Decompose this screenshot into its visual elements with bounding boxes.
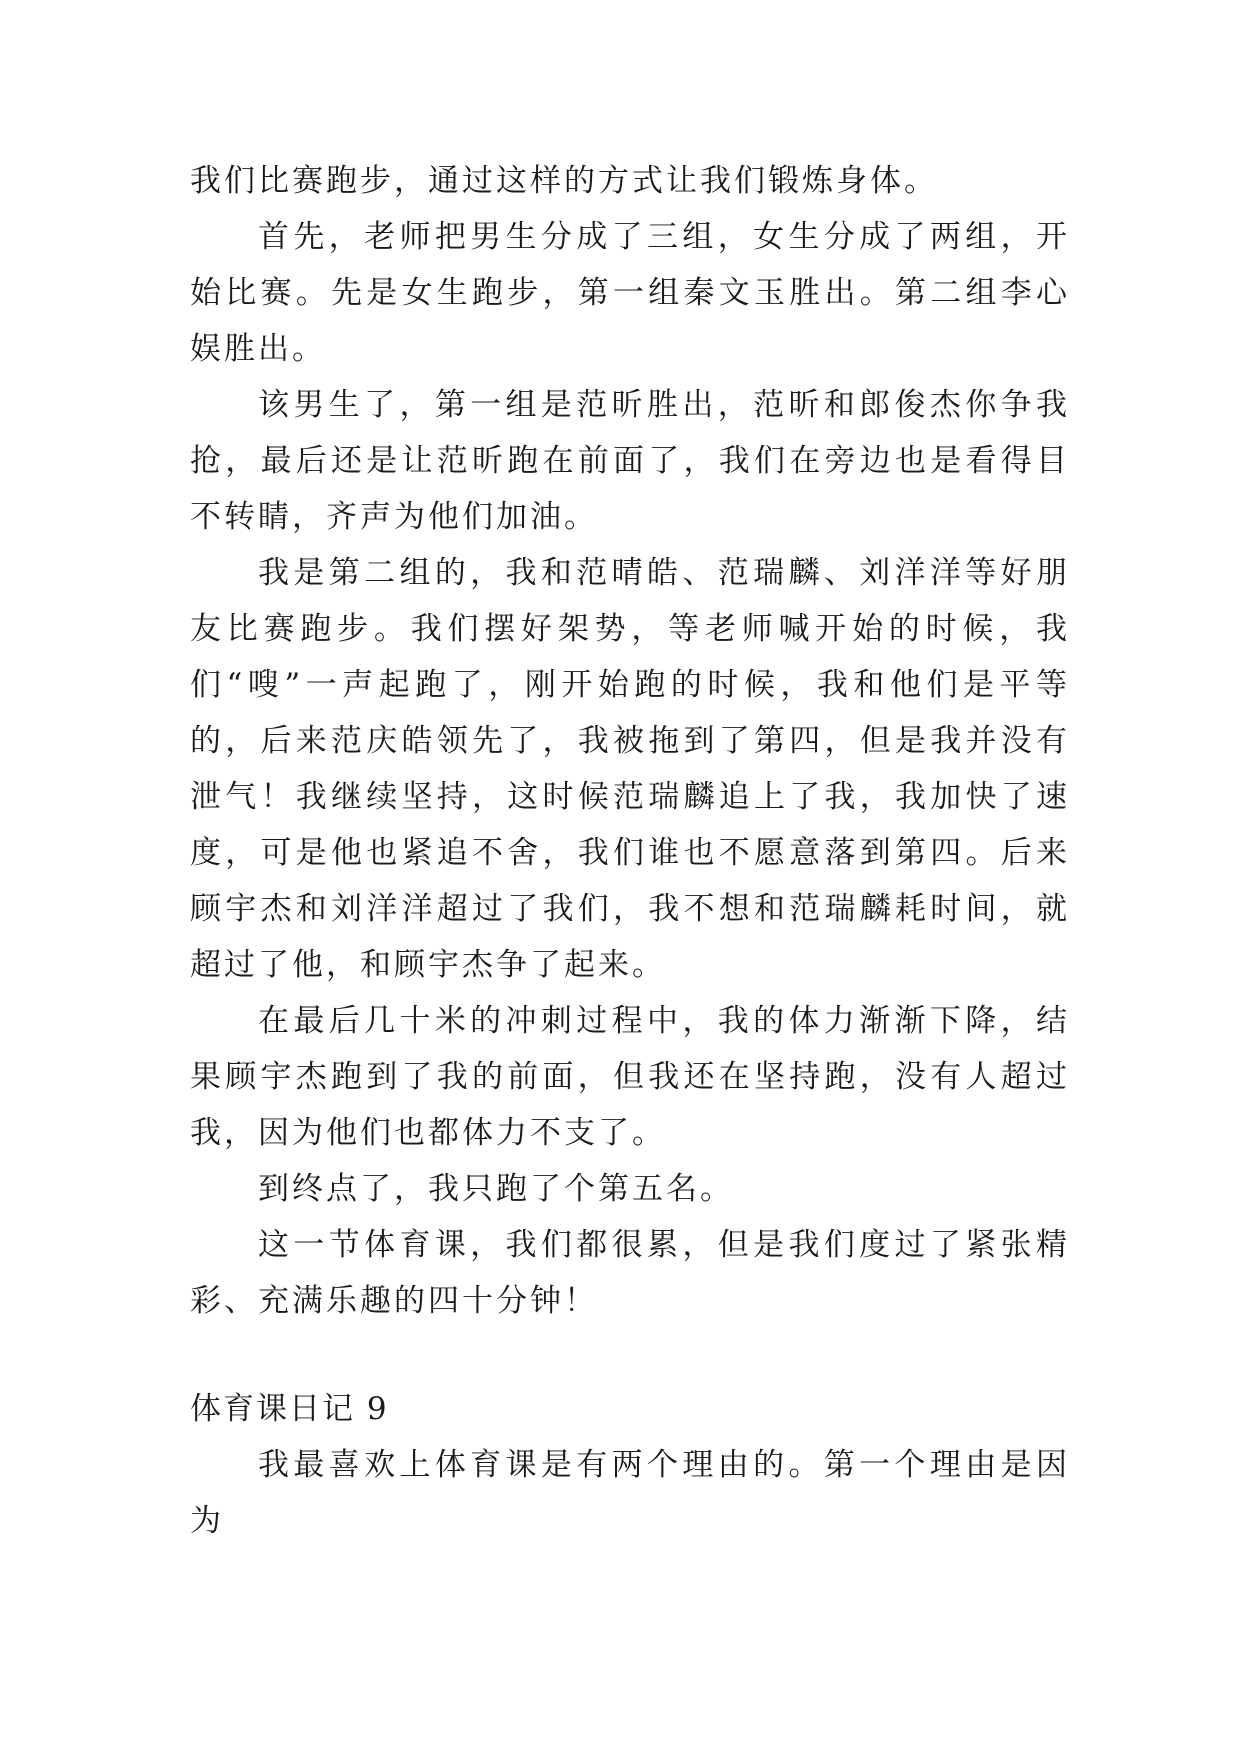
- paragraph: 这一节体育课，我们都很累，但是我们度过了紧张精彩、充满乐趣的四十分钟！: [190, 1227, 1070, 1319]
- document-body: [190, 153, 1070, 1549]
- paragraph: 到终点了，我只跑了个第五名。: [258, 1171, 734, 1207]
- paragraph: 我最喜欢上体育课是有两个理由的。第一个理由是因为: [190, 1447, 1070, 1539]
- paragraph: 在最后几十米的冲刺过程中，我的体力渐渐下降，结果顾宇杰跑到了我的前面，但我还在坚持跑，没有人超过我，因为他们也都体力不支了。: [190, 1003, 1070, 1151]
- paragraph: 我是第二组的，我和范晴皓、范瑞麟、刘洋洋等好朋友比赛跑步。我们摆好架势，等老师喊开始的时候，我们“嗖”一声起跑了，刚开始跑的时候，我和他们是平等的，后来范庆皓领先了，我被拖到了第四，但是我并没有泄气！我继续坚持，这时候范瑞麟追上了我，我加快了速度，可是他也紧追不舍，我们谁也不愿意落到第四。后来顾宇杰和刘洋洋超过了我们，我不想和范瑞麟耗时间，就超过了他，和顾宇杰争了起来。: [190, 555, 1070, 983]
- section-title: 体育课日记 9: [190, 1391, 389, 1427]
- paragraph: 该男生了，第一组是范昕胜出，范昕和郎俊杰你争我抢，最后还是让范昕跑在前面了，我们在旁边也是看得目不转睛，齐声为他们加油。: [190, 387, 1070, 535]
- paragraph-continuation: 我们比赛跑步，通过这样的方式让我们锻炼身体。: [190, 163, 938, 199]
- paragraph: 首先，老师把男生分成了三组，女生分成了两组，开始比赛。先是女生跑步，第一组秦文玉胜出。第二组李心娱胜出。: [190, 219, 1070, 367]
